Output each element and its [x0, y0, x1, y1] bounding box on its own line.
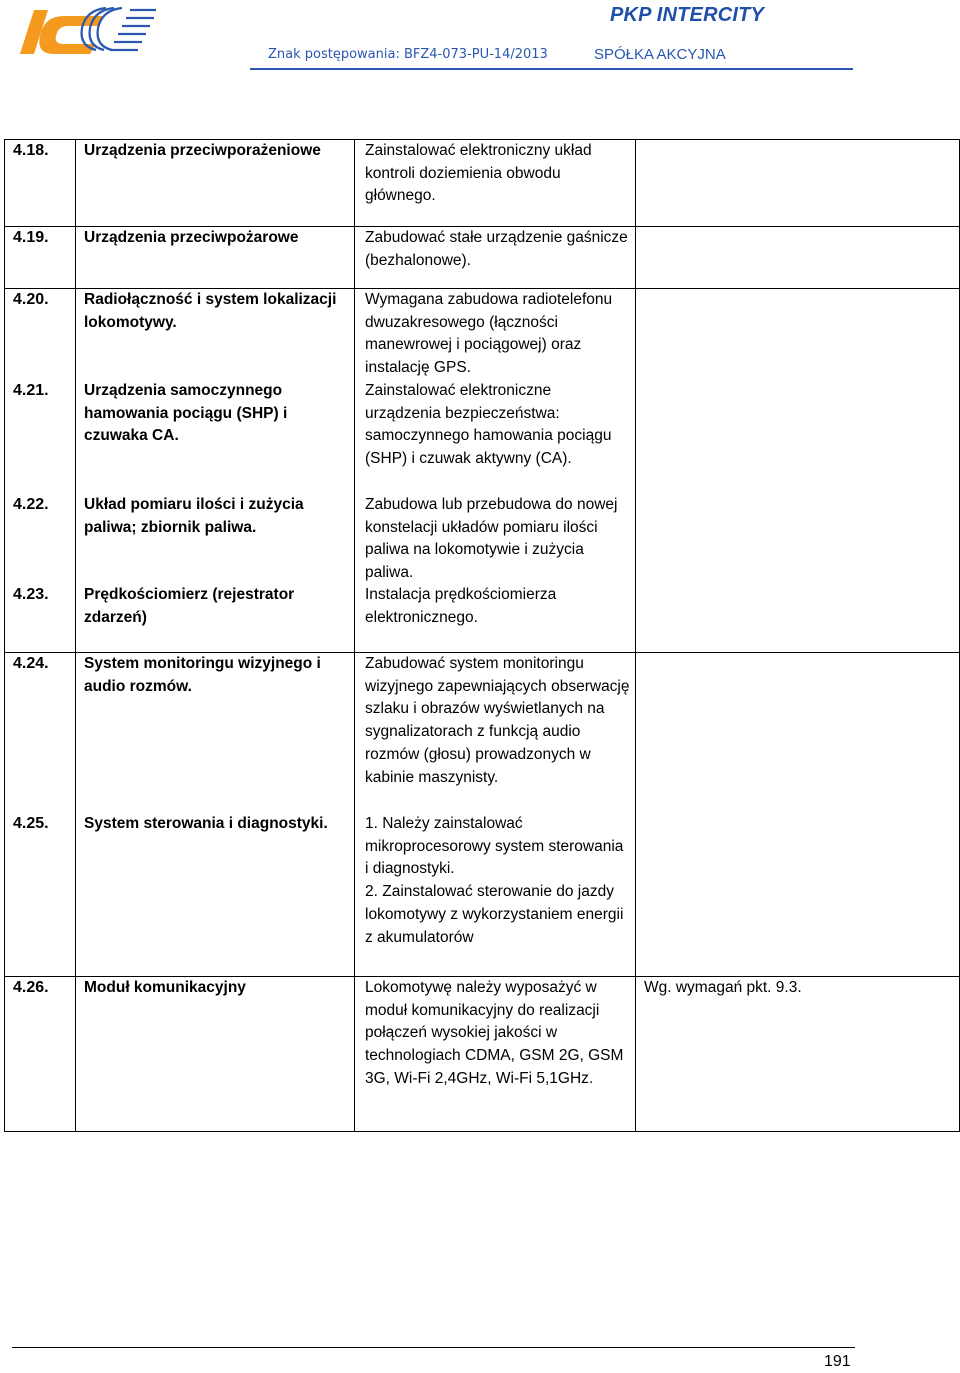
row-requirement-group	[355, 653, 636, 977]
row-number: 4.22.	[13, 496, 49, 513]
row-number: 4.18.	[5, 140, 76, 227]
row-requirement: Lokomotywę należy wyposażyć w moduł komunikacyjny do realizacji połączeń wysokiej jakości w technologiach CDMA, GSM 2G, GSM 3G, Wi-Fi 2,4GHz, Wi-Fi 5,1GHz.	[355, 977, 636, 1132]
row-requirement: Zabudowa lub przebudowa do nowej konstelacji układów pomiaru ilości paliwa na lokomotywie i zużycia paliwa.	[365, 496, 618, 582]
row-extra	[636, 653, 960, 977]
row-number: 4.21.	[13, 382, 49, 399]
row-requirement-group	[355, 289, 636, 653]
row-title: System monitoringu wizyjnego i audio rozmów.	[84, 655, 321, 695]
row-number-group	[5, 653, 76, 977]
page-header	[0, 0, 960, 80]
table-row	[5, 140, 960, 227]
row-number: 4.25.	[13, 815, 49, 832]
row-title: Radiołączność i system lokalizacji lokomotywy.	[84, 291, 337, 331]
table-row	[5, 227, 960, 289]
footer-rule	[12, 1347, 855, 1348]
specification-table	[4, 139, 960, 1132]
row-requirement: Zainstalować elektroniczny układ kontroli doziemienia obwodu głównego.	[355, 140, 636, 227]
row-extra	[636, 227, 960, 289]
table-row	[5, 289, 960, 653]
row-title: Urządzenia przeciwporażeniowe	[76, 140, 355, 227]
procurement-reference: Znak postępowania: BFZ4-073-PU-14/2013	[268, 47, 548, 62]
page-number: 191	[824, 1353, 851, 1370]
row-number: 4.26.	[5, 977, 76, 1132]
intercity-logo	[14, 2, 159, 58]
row-title: Układ pomiaru ilości i zużycia paliwa; zbiornik paliwa.	[84, 496, 304, 536]
header-rule	[250, 68, 853, 70]
row-extra	[636, 140, 960, 227]
table-row	[5, 653, 960, 977]
row-title: Prędkościomierz (rejestrator zdarzeń)	[84, 586, 295, 626]
row-requirement: Instalacja prędkościomierza elektronicznego.	[365, 586, 557, 626]
row-requirement-item: 1. Należy zainstalować mikroprocesorowy system sterowania i diagnostyki.	[365, 815, 624, 878]
row-requirement: Zabudować stałe urządzenie gaśnicze (bezhalonowe).	[355, 227, 636, 289]
brand-name: PKP INTERCITY	[610, 4, 765, 26]
row-number-group	[5, 289, 76, 653]
row-requirement: Zabudować system monitoringu wizyjnego zapewniających obserwację szlaku i obrazów wyświetlanych na sygnalizatorach z funkcją audio rozmów (głosu) prowadzonych w kabinie maszynisty.	[365, 655, 630, 786]
row-number: 4.24.	[13, 655, 49, 672]
row-requirement-item: 2. Zainstalować sterowanie do jazdy lokomotywy z wykorzystaniem energii z akumulatorów	[365, 883, 624, 946]
company-type: SPÓŁKA AKCYJNA	[594, 46, 726, 63]
row-requirement: Zainstalować elektroniczne urządzenia bezpieczeństwa: samoczynnego hamowania pociągu (SHP) i czuwak aktywny (CA).	[365, 382, 612, 468]
row-requirement: Wymagana zabudowa radiotelefonu dwuzakresowego (łączności manewrowej i pociągowej) oraz instalację GPS.	[365, 291, 613, 377]
row-title-group	[76, 289, 355, 653]
row-number: 4.19.	[5, 227, 76, 289]
row-title: Urządzenia przeciwpożarowe	[76, 227, 355, 289]
row-extra	[636, 289, 960, 653]
row-title-group	[76, 653, 355, 977]
row-title: Urządzenia samoczynnego hamowania pociągu (SHP) i czuwaka CA.	[84, 382, 288, 445]
row-number: 4.23.	[13, 586, 49, 603]
row-title: Moduł komunikacyjny	[76, 977, 355, 1132]
row-extra: Wg. wymagań pkt. 9.3.	[636, 977, 960, 1132]
row-title: System sterowania i diagnostyki.	[84, 815, 328, 832]
table-row	[5, 977, 960, 1132]
row-number: 4.20.	[13, 291, 49, 308]
